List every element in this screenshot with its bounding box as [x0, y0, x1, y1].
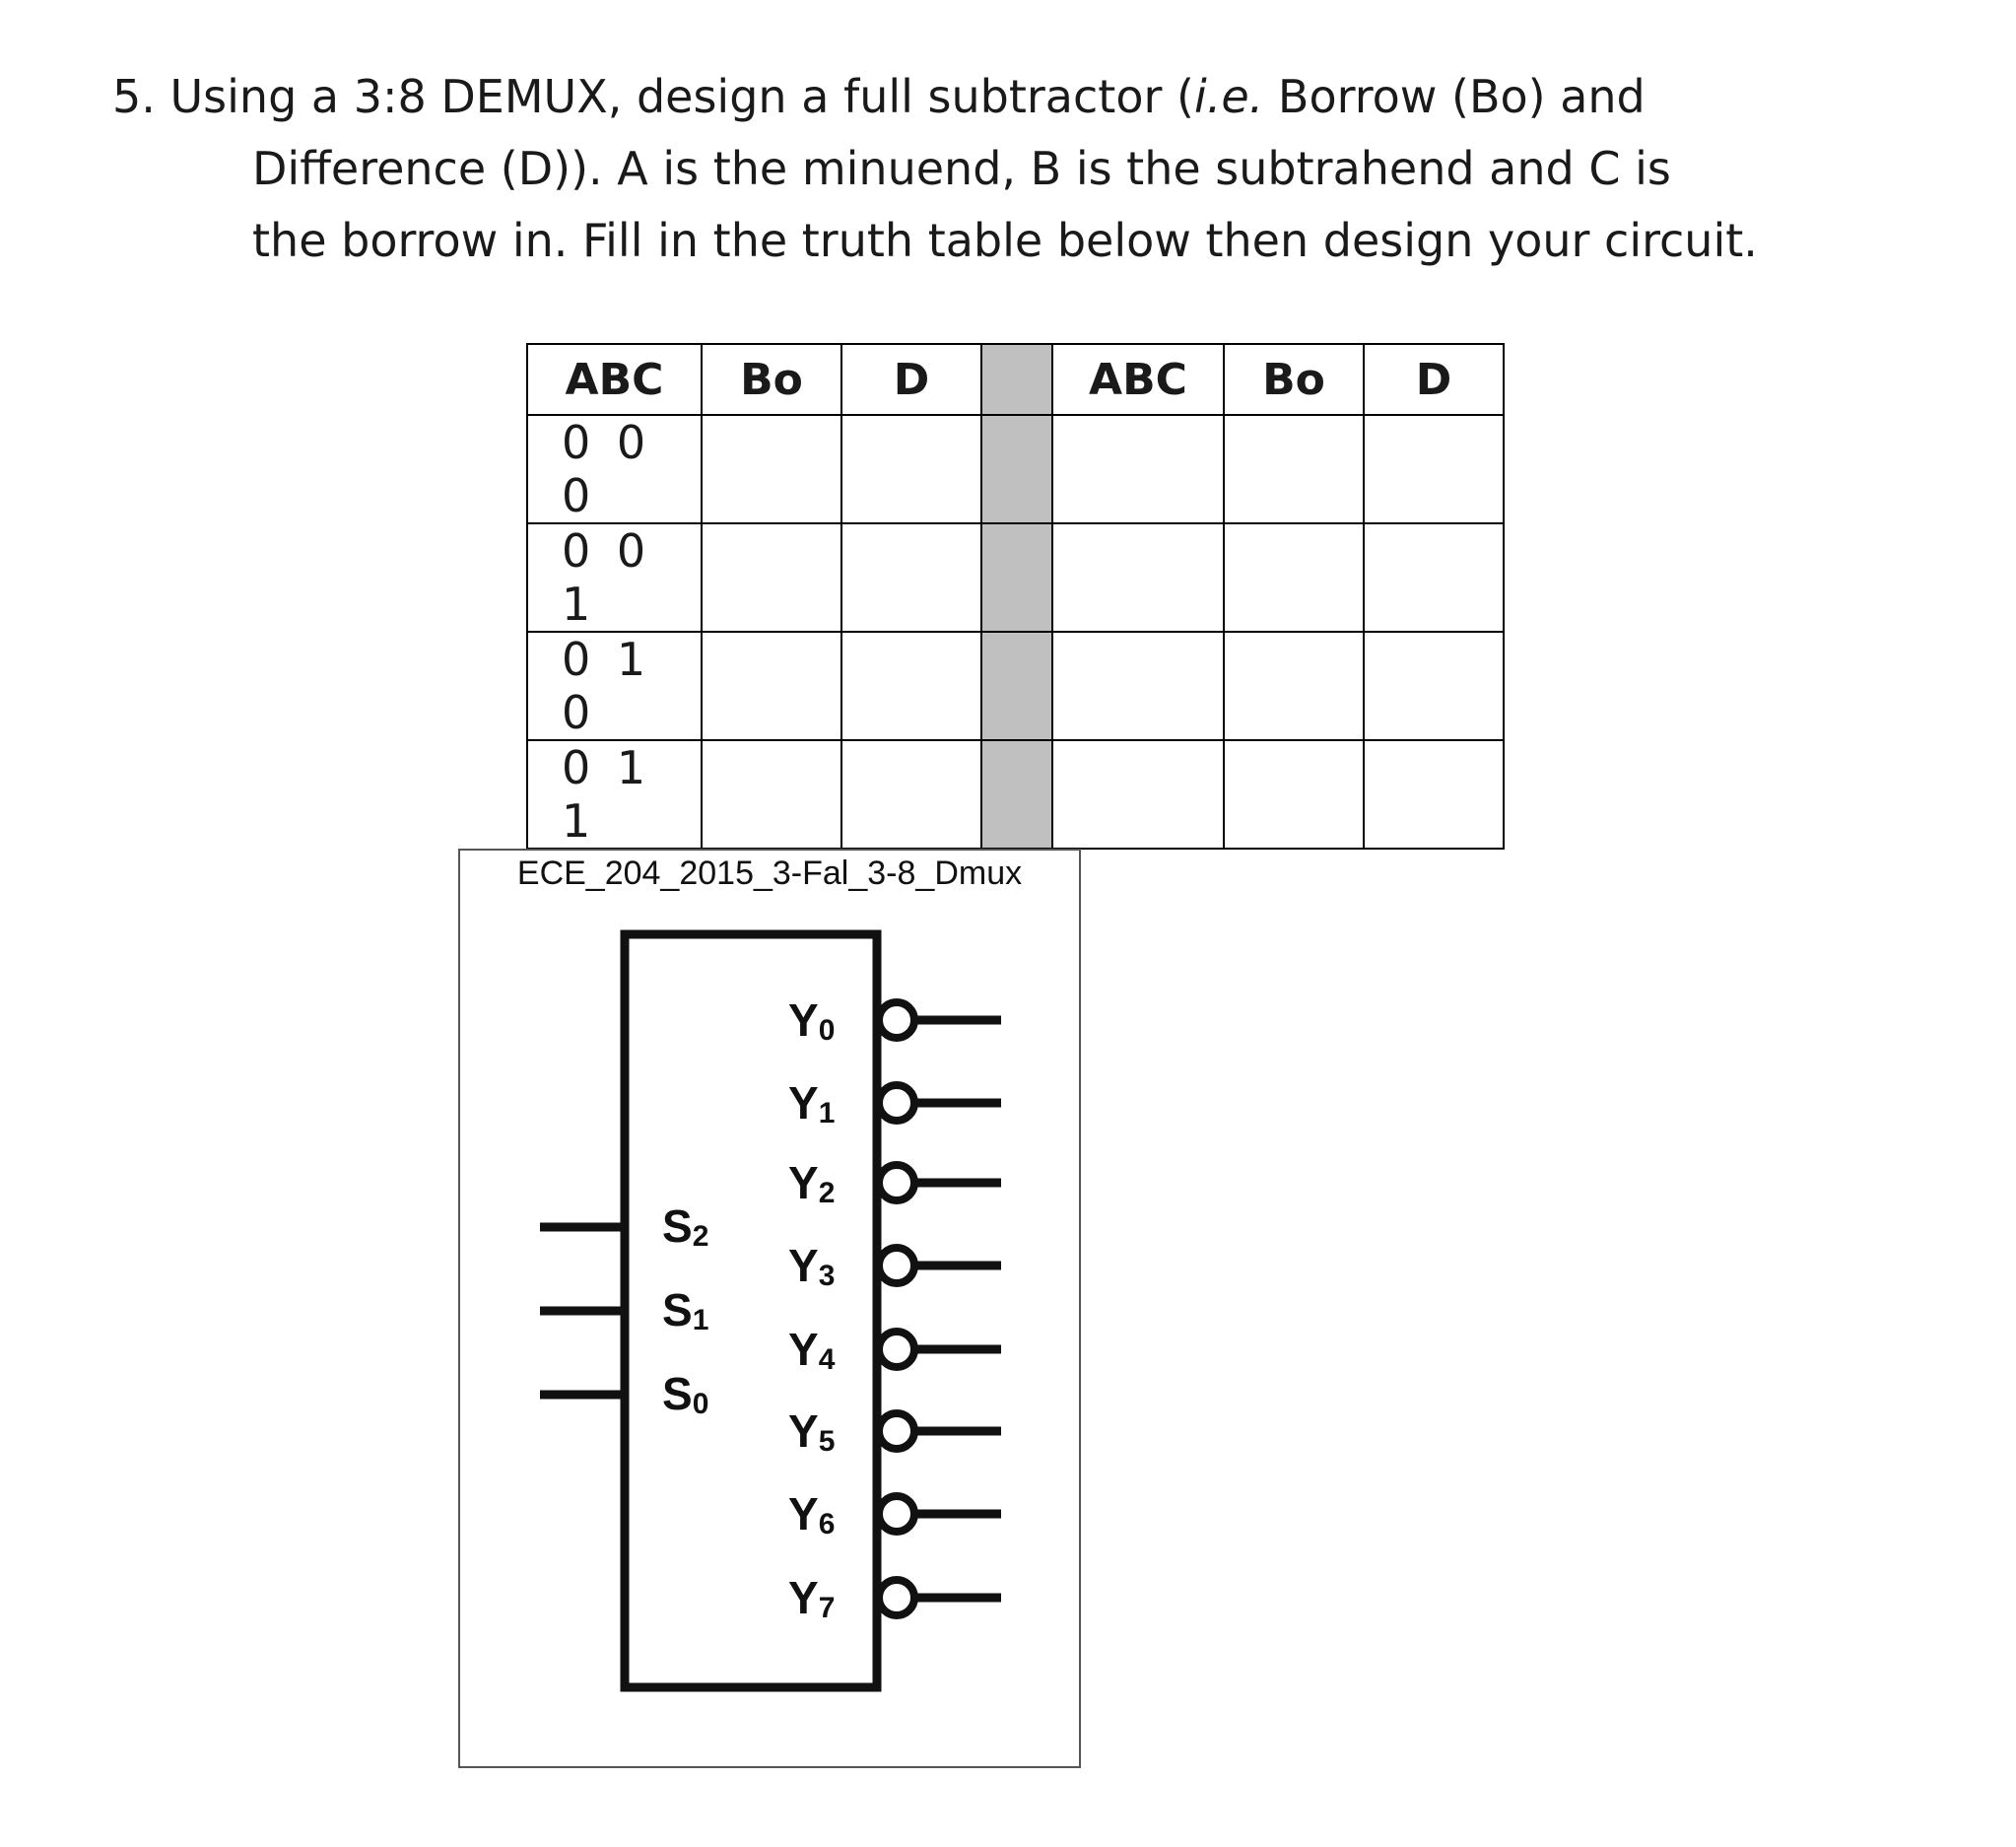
output-label-y2: Y2 [788, 1157, 836, 1209]
abc-cell: 0 0 0 [527, 415, 702, 523]
dmux-outputs [788, 994, 1001, 1624]
output-bubble-y6 [879, 1496, 914, 1532]
header-abc: ABC [527, 344, 702, 415]
output-label-y0: Y0 [788, 994, 836, 1047]
problem-number: 5. [112, 70, 156, 123]
abc-cell: 0 1 0 [527, 632, 702, 740]
problem-line-2: Difference (D)). A is the minuend, B is the subtrahend and C is [252, 142, 1671, 195]
output-label-y5: Y5 [788, 1405, 836, 1458]
output-bubble-y7 [879, 1580, 914, 1615]
select-label-s1: S1 [662, 1284, 709, 1336]
problem-line-3: the borrow in. Fill in the truth table below then design your circuit. [252, 214, 1758, 267]
header-abc-2: ABC [1052, 344, 1224, 415]
header-bo-2: Bo [1224, 344, 1364, 415]
output-bubble-y0 [879, 1002, 914, 1038]
header-d: D [841, 344, 981, 415]
output-bubble-y3 [879, 1248, 914, 1283]
select-label-s0: S0 [662, 1368, 709, 1420]
select-label-s2: S2 [662, 1200, 709, 1253]
output-bubble-y5 [879, 1413, 914, 1449]
output-label-y4: Y4 [788, 1324, 836, 1376]
output-label-y3: Y3 [788, 1240, 836, 1292]
output-bubble-y4 [879, 1332, 914, 1367]
header-bo: Bo [702, 344, 841, 415]
dmux-title: ECE_204_2015_3-Fal_3-8_Dmux [516, 855, 1023, 892]
output-label-y1: Y1 [788, 1077, 836, 1129]
ie-abbrev: i.e. [1193, 70, 1264, 123]
abc-cell: 0 0 1 [527, 523, 702, 632]
output-label-y7: Y7 [788, 1572, 836, 1624]
output-label-y6: Y6 [788, 1488, 836, 1540]
header-d-2: D [1364, 344, 1504, 415]
abc-cell: 0 1 1 [527, 740, 702, 849]
output-bubble-y2 [879, 1165, 914, 1200]
problem-line-1: 5. Using a 3:8 DEMUX, design a full subtractor (i.e. Borrow (Bo) and [112, 70, 1646, 123]
output-bubble-y1 [879, 1085, 914, 1121]
